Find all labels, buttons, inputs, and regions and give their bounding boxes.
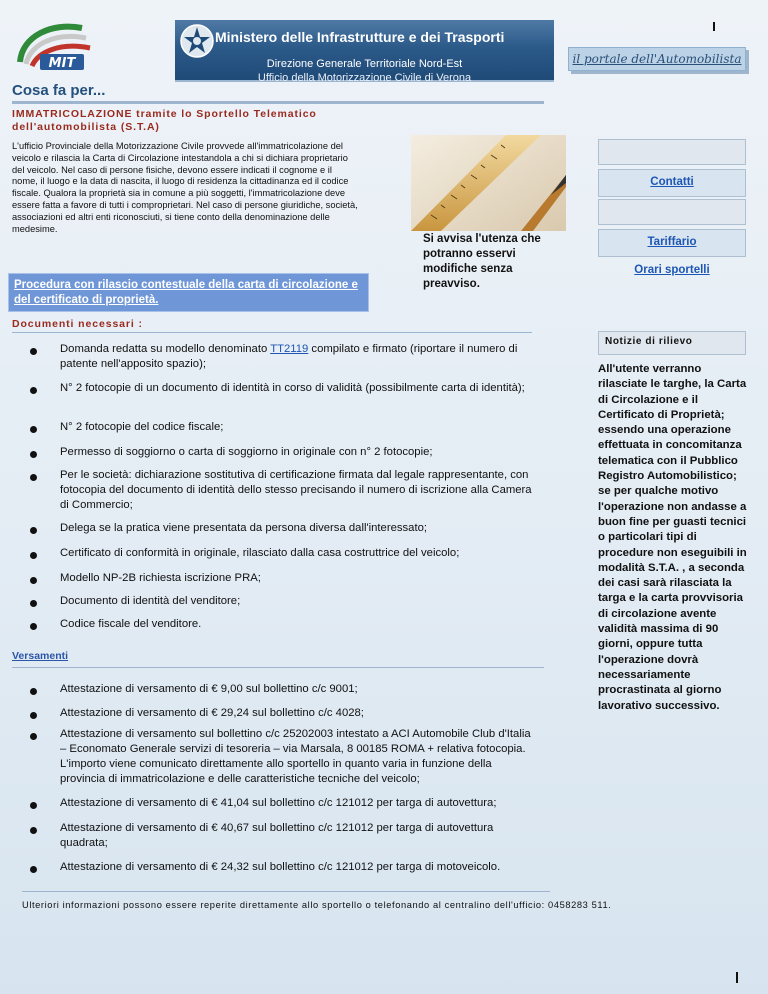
versamenti-item: Attestazione di versamento di € 29,24 sul bollettino c/c 4028; — [60, 707, 364, 719]
notizie-text: All'utente verranno rilasciate le targhe, la Carta di Circolazione e il Certificato di Proprietà; essendo una operazione effettuata in concomitanza telematica con il Pubblico Registro Automobilistico; se per qualche motivo l'operazione non andasse a buon fine per guasti tecnici o particolari tipi di procedure non eseguibili in modalità S.T.A. , a seconda dei casi sarà rilasciata la targa e la carta provvisoria di circolazione avente validità massima di 90 giorni, oppure tutta l'operazione dovrà necessariamente procrastinata al giorno lavorativo successivo. — [598, 363, 747, 712]
documenti-item: Documento di identità del venditore; — [60, 595, 241, 607]
bullet-icon — [30, 866, 37, 873]
procedure-box — [8, 273, 369, 312]
versamenti-item: Attestazione di versamento di € 41,04 sul bollettino c/c 121012 per targa di autovettura; — [60, 797, 497, 809]
documenti-item: Permesso di soggiorno o carta di soggiorno in originale con n° 2 fotocopie; — [60, 446, 433, 458]
section-title-line2: dell'automobilista (S.T.A) — [12, 121, 160, 133]
sidebar-box-3 — [598, 199, 746, 225]
mit-logo — [12, 18, 112, 80]
bullet-icon — [30, 474, 37, 481]
documenti-item: Codice fiscale del venditore. — [60, 618, 202, 630]
bullet-icon — [30, 527, 37, 534]
versamenti-heading[interactable]: Versamenti — [12, 650, 69, 662]
procedure-link[interactable]: Procedura con rilascio contestuale della carta di circolazione e del certificato di proprietà. — [14, 279, 358, 306]
notice-text: Si avvisa l'utenza che potranno esservi modifiche senza preavviso. — [423, 233, 541, 290]
sidebar-box-1 — [598, 139, 746, 165]
versamenti-item: Attestazione di versamento sul bollettino c/c 25202003 intestato a ACI Automobile Club d'Italia – Economato Generale servizi di tesoreria – via Marsala, 8 00185 ROMA + relativa fotocopia. L'importo viene comunicato direttamente allo sportello in quanto varia in funzione della provincia di immatricolazione e delle caratteristiche tecniche del veicolo; — [60, 728, 531, 785]
documenti-item: Modello NP-2B richiesta iscrizione PRA; — [60, 572, 261, 584]
divider — [22, 891, 550, 892]
bullet-icon — [30, 802, 37, 809]
divider — [12, 332, 532, 333]
section-title-line1: IMMATRICOLAZIONE tramite lo Sportello Telematico — [12, 108, 317, 120]
page-mark-bottom — [736, 972, 738, 983]
bullet-icon — [30, 451, 37, 458]
page-heading: Cosa fa per... — [12, 82, 106, 99]
ministry-title: Ministero delle Infrastrutture e dei Trasporti — [215, 29, 505, 45]
bullet-icon — [30, 600, 37, 607]
documenti-item: N° 2 fotocopie di un documento di identità in corso di validità (possibilmente carta di identità); — [60, 382, 525, 394]
contatti-link[interactable]: Contatti — [650, 176, 694, 188]
versamenti-item: Attestazione di versamento di € 24,32 sul bollettino c/c 121012 per targa di motoveicolo. — [60, 861, 501, 873]
ruler-photo — [411, 135, 566, 231]
item-text: Domanda redatta su modello denominato — [60, 343, 271, 355]
direzione-subtitle: Direzione Generale Territoriale Nord-Est — [266, 58, 463, 70]
page-mark-top — [713, 22, 715, 31]
versamenti-item: Attestazione di versamento di € 9,00 sul bollettino c/c 9001; — [60, 683, 358, 695]
bullet-icon — [30, 688, 37, 695]
orari-sportelli-link[interactable]: Orari sportelli — [634, 264, 710, 276]
bullet-icon — [30, 827, 37, 834]
item-text: compilato e firmato (riportare il numero di patente nell'apposito spazio); — [60, 343, 518, 370]
documenti-heading: Documenti necessari : — [12, 318, 143, 330]
footer-info: Ulteriori informazioni possono essere reperite direttamente allo sportello o telefonando al centralino dell'ufficio: 0458283 511. — [22, 900, 612, 910]
tt2119-link[interactable]: TT2119 — [270, 343, 309, 355]
header-banner — [175, 20, 554, 82]
versamenti-item: Attestazione di versamento di € 40,67 sul bollettino c/c 121012 per targa di autovettura quadrata; — [60, 822, 494, 849]
tariffario-link[interactable]: Tariffario — [647, 236, 697, 248]
bullet-icon — [30, 623, 37, 630]
bullet-icon — [30, 577, 37, 584]
intro-paragraph: L'ufficio Provinciale della Motorizzazione Civile provvede all'immatricolazione del veicolo e rilascia la Carta di Circolazione intestandola a chi si dichiara proprietario del veicolo. Nel caso di persone fisiche, devono essere indicati il cognome e il nome, il luogo e la data di nascita, il luogo di residenza la cittadinanza ed il codice fiscale. Qualora la proprietà sia in comune a più soggetti, l'immatricolazione deve essere fatta a favore di tutti i comproprietari. Nel caso di persone giuridiche, società, associazioni ed altri enti riconosciuti, si tiene conto della denominazione delle medesime. — [12, 141, 358, 234]
notizie-header — [598, 331, 746, 355]
bullet-icon — [30, 426, 37, 433]
republic-emblem-icon — [178, 22, 216, 60]
bullet-icon — [30, 348, 37, 355]
documenti-item: N° 2 fotocopie del codice fiscale; — [60, 421, 224, 433]
bullet-icon — [30, 552, 37, 559]
ufficio-subtitle: Ufficio della Motorizzazione Civile di Verona — [257, 72, 472, 84]
notizie-label: Notizie di rilievo — [605, 336, 693, 347]
divider — [12, 667, 544, 668]
documenti-item: Delega se la pratica viene presentata da persona diversa dall'interessato; — [60, 522, 428, 534]
bullet-icon — [30, 387, 37, 394]
documenti-item: Per le società: dichiarazione sostitutiva di certificazione firmata dal legale rappresentante, con fotocopia del documento di identità dello stesso precisando il numero di iscrizione alla Camera di Commercio; — [60, 469, 532, 511]
portale-automobilista-link[interactable]: il portale dell'Automobilista — [568, 47, 746, 71]
divider — [12, 101, 544, 104]
bullet-icon — [30, 733, 37, 740]
section-title — [12, 108, 317, 134]
bullet-icon — [30, 712, 37, 719]
logo-text: MIT — [48, 56, 76, 71]
documenti-item: Certificato di conformità in originale, rilasciato dalla casa costruttrice del veicolo; — [60, 547, 460, 559]
documenti-item — [60, 342, 532, 372]
